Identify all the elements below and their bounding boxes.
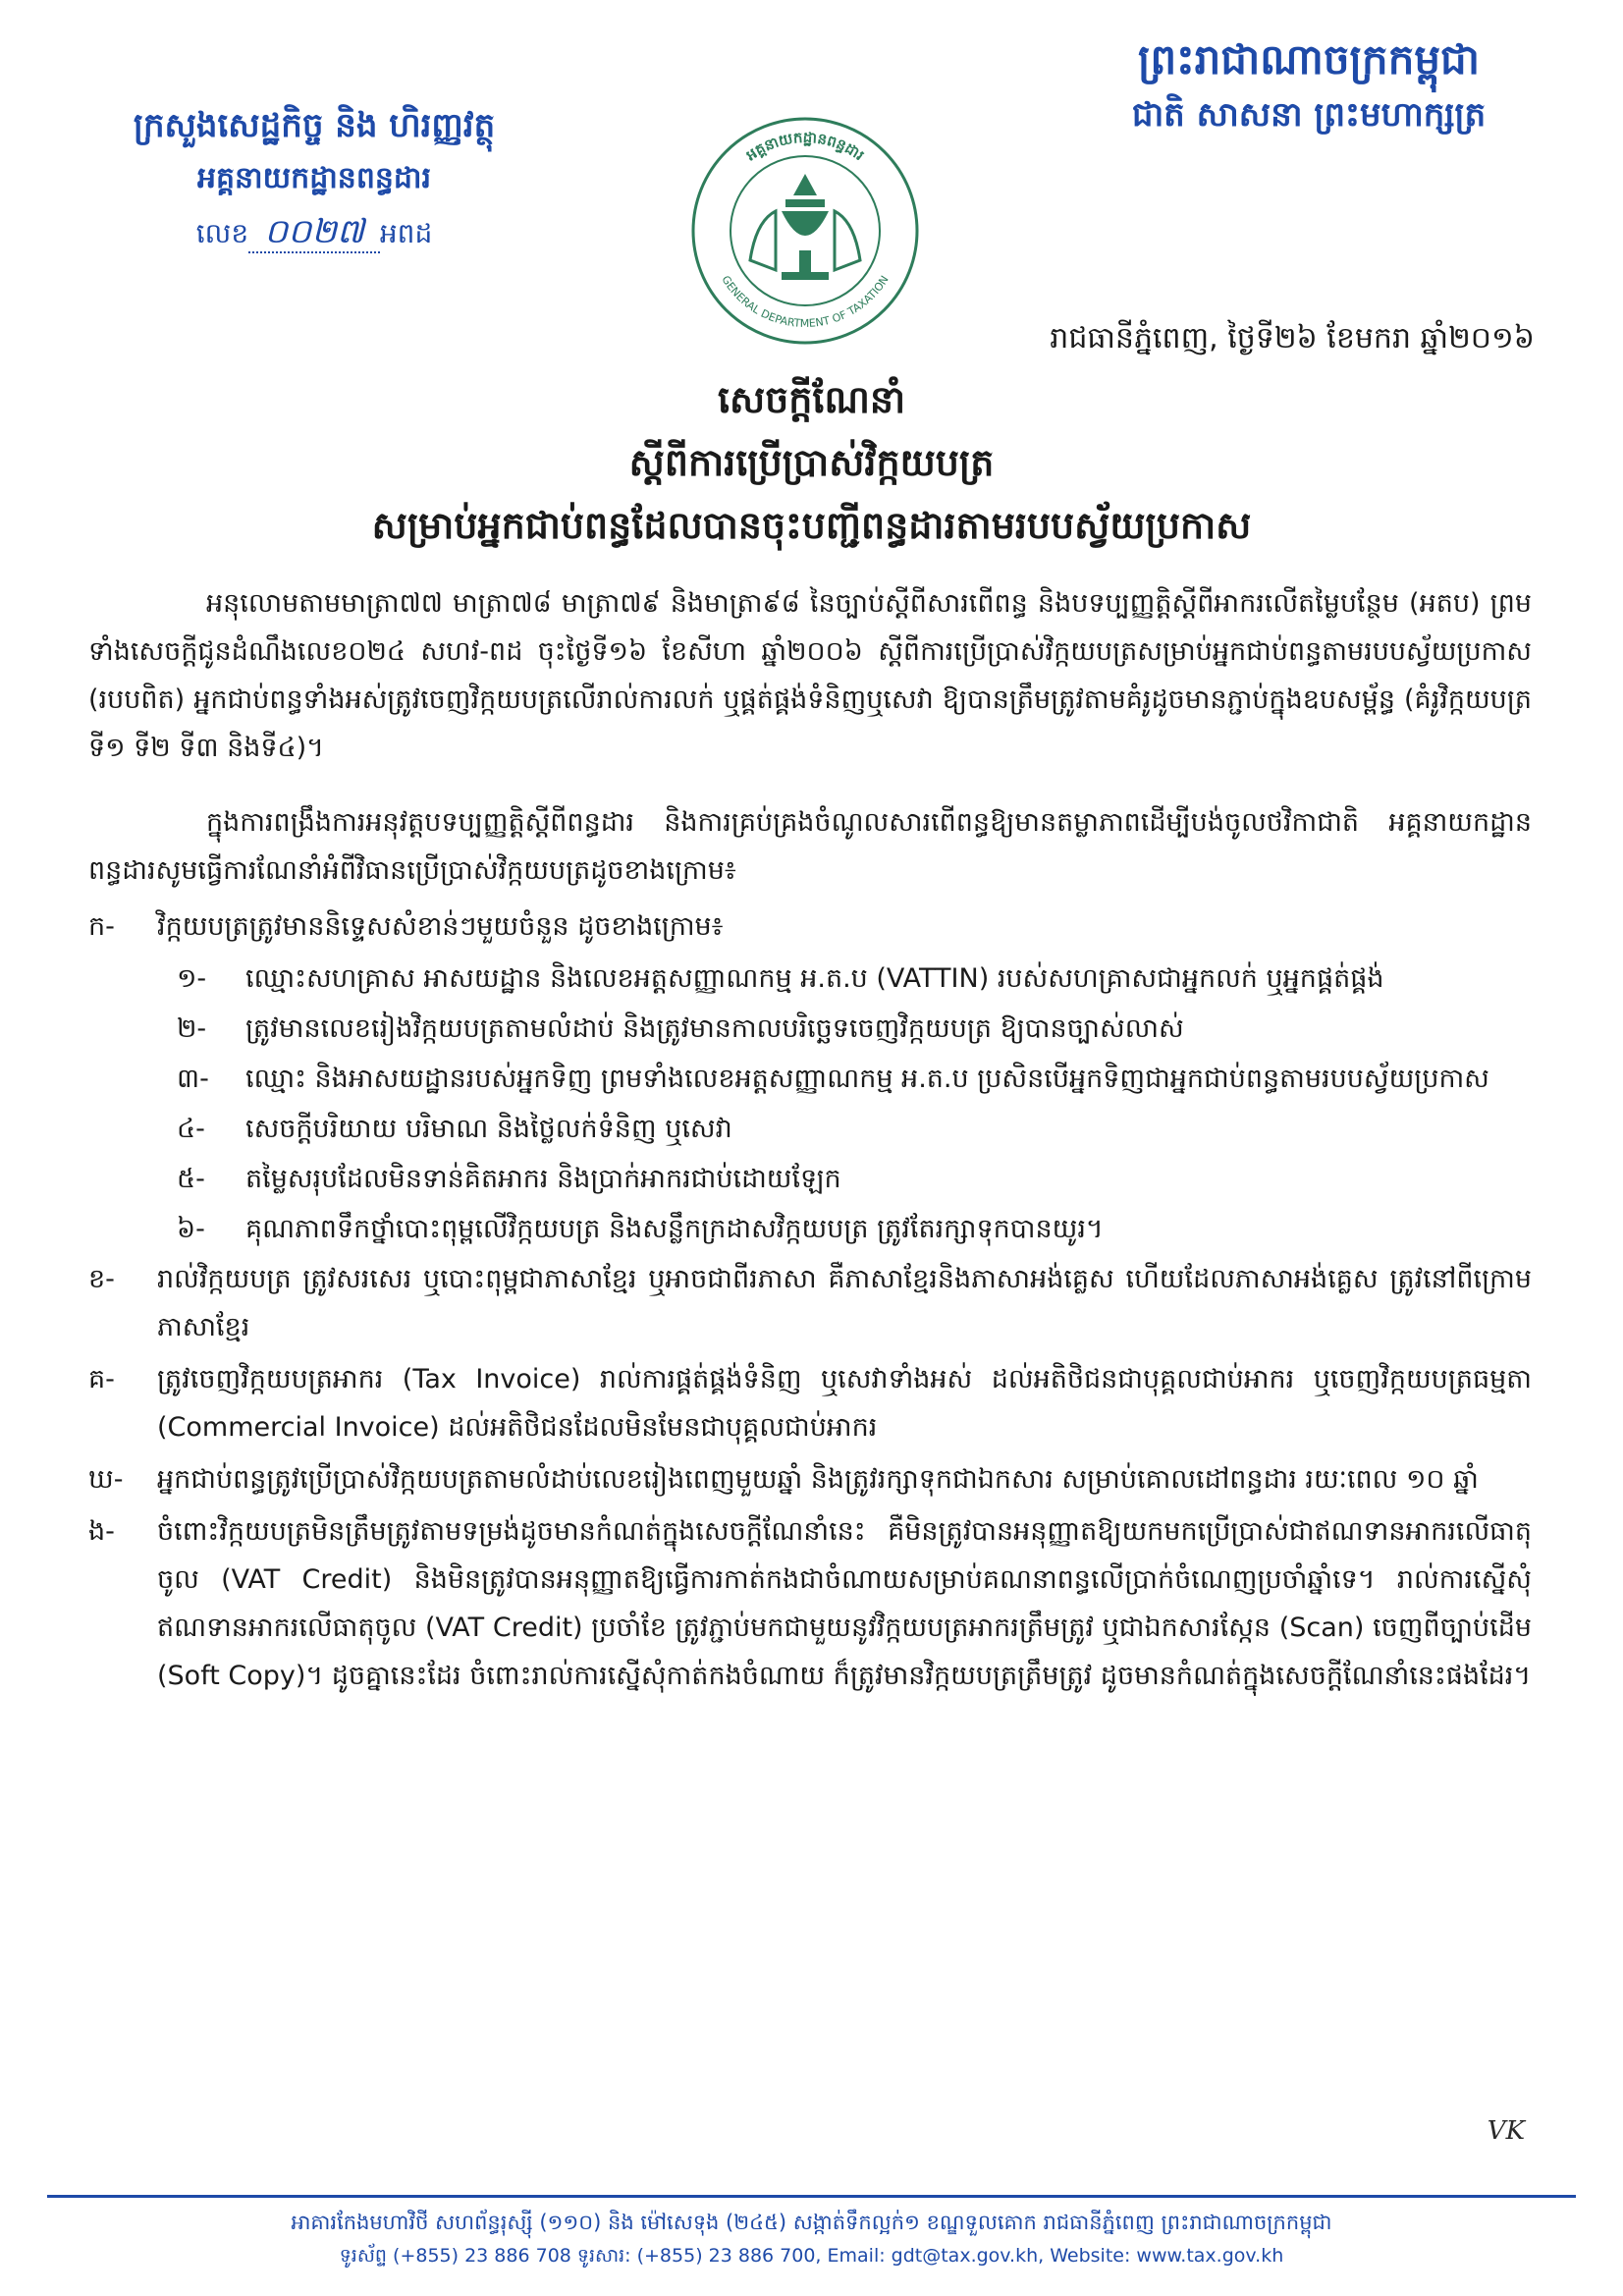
gdt-seal-icon: [687, 113, 923, 349]
footer-divider: [47, 2195, 1576, 2198]
footer-contact: ទូរស័ព្ទ (+855) 23 886 708 ទូរសារ: (+855) 23 886 700, Email: gdt@tax.gov.kh, Website: www.tax.gov.kh: [339, 2245, 1284, 2267]
department-name: អគ្គនាយកដ្ឋានពន្ធដារ: [196, 161, 432, 195]
title-main: សេចក្តីណែនាំ: [717, 378, 906, 421]
section-text: វិក្កយបត្រត្រូវមាននិទ្ទេសសំខាន់ៗមួយចំនួន ដូចខាងក្រោម៖: [157, 911, 724, 942]
title-target: សម្រាប់អ្នកជាប់ពន្ធដែលបានចុះបញ្ជីពន្ធដារតាមរបបស្វ័យប្រកាស: [371, 504, 1252, 547]
ref-number: ០០២៧: [248, 212, 380, 253]
section-marker: គ-: [88, 1364, 115, 1394]
list-item: [177, 1055, 1532, 1103]
section-ka: [88, 902, 1532, 951]
item-marker: ៣-: [177, 1064, 209, 1094]
document-titles: [79, 368, 1544, 557]
national-motto: ជាតិ សាសនា ព្រះមហាក្សត្រ: [1131, 95, 1487, 135]
item-text: ឈ្មោះ និងអាសយដ្ឋានរបស់អ្នកទិញ ព្រមទាំងលេខអត្តសញ្ញាណកម្ម អ.ត.ប ប្រសិនបើអ្នកទិញជាអ្នកជាប់ពន្ធតាមរបបស្វ័យប្រកាស: [245, 1064, 1489, 1094]
item-marker: ៦-: [177, 1214, 205, 1244]
kingdom-header: [1054, 29, 1564, 139]
ref-prefix: លេខ: [195, 217, 249, 249]
footer-address: អាគារកែងមហាវិថី សហព័ន្ធរុស្ស៊ី (១១០) និង ម៉ៅសេទុង (២៤៥) សង្កាត់ទឹកល្អក់១ ខណ្ឌទួលគោក រាជធានីភ្នំពេញ ព្រះរាជាណាចក្រកម្ពុជា: [291, 2211, 1332, 2234]
svg-text:អគ្គនាយកដ្ឋានពន្ធដារ: [743, 129, 868, 165]
item-marker: ៥-: [177, 1164, 205, 1194]
list-item: [177, 955, 1532, 1003]
seal-bottom-text: GENERAL DEPARTMENT OF TAXATION: [719, 273, 892, 330]
item-text: សេចក្តីបរិយាយ បរិមាណ និងថ្លៃលក់ទំនិញ ឬសេវា: [245, 1114, 732, 1144]
ref-suffix: អពដ: [379, 217, 433, 249]
list-item: [177, 1105, 1532, 1153]
kingdom-title: ព្រះរាជាណាចក្រកម្ពុជា: [1137, 35, 1481, 83]
section-kho: [88, 1455, 1532, 1503]
section-kha: [88, 1255, 1532, 1351]
intro-paragraph: អនុលោមតាមមាត្រា៧៧ មាត្រា៧៨ មាត្រា៧៩ និងមាត្រា៩៨ នៃច្បាប់ស្តីពីសារពើពន្ធ និងបទប្បញ្ញត្តិស្តីពីអាករលើតម្លៃបន្ថែម (អតប) ព្រមទាំងសេចក្តីជូនដំណឹងលេខ០២៤ សហវ-ពដ ចុះថ្ងៃទី១៦ ខែសីហា ឆ្នាំ២០០៦ ស្តីពីការប្រើប្រាស់វិក្កយបត្រសម្រាប់អ្នកជាប់ពន្ធតាមរបបស្វ័យប្រកាស (របបពិត) អ្នកជាប់ពន្ធទាំងអស់ត្រូវចេញវិក្កយបត្រលើរាល់ការលក់ ឬផ្គត់ផ្គង់ទំនិញឬសេវា ឱ្យបានត្រឹមត្រូវតាមគំរូដូចមានភ្ជាប់ក្នុងឧបសម្ព័ន្ធ (គំរូវិក្កយបត្រទី១ ទី២ ទី៣ និងទី៤)។: [88, 588, 1532, 763]
item-text: ឈ្មោះសហគ្រាស អាសយដ្ឋាន និងលេខអត្តសញ្ញាណកម្ម អ.ត.ប (VATTIN) របស់សហគ្រាសជាអ្នកលក់ ឬអ្នកផ្គត់ផ្គង់: [245, 963, 1384, 994]
section-text: អ្នកជាប់ពន្ធត្រូវប្រើប្រាស់វិក្កយបត្រតាមលំដាប់លេខរៀងពេញមួយឆ្នាំ និងត្រូវរក្សាទុកជាឯកសារ សម្រាប់គោលដៅពន្ធដារ រយៈពេល ១០ ឆ្នាំ: [157, 1464, 1479, 1495]
list-item: [177, 1155, 1532, 1203]
section-text: ចំពោះវិក្កយបត្រមិនត្រឹមត្រូវតាមទម្រង់ដូចមានកំណត់ក្នុងសេចក្តីណែនាំនេះ គឺមិនត្រូវបានអនុញ្ញាតឱ្យយកមកប្រើប្រាស់ជាឥណទានអាករលើធាតុចូល (VAT Credit) និងមិនត្រូវបានអនុញ្ញាតឱ្យធ្វើការកាត់កងជាចំណាយសម្រាប់គណនាពន្ធលើប្រាក់ចំណេញប្រចាំឆ្នាំទេ។ រាល់ការស្នើសុំឥណទានអាករលើធាតុចូល (VAT Credit) ប្រចាំខែ ត្រូវភ្ជាប់មកជាមួយនូវវិក្កយបត្រអាករត្រឹមត្រូវ ឬជាឯកសារស្កែន (Scan) ចេញពីច្បាប់ដើម (Soft Copy)។ ដូចគ្នានេះដែរ ចំពោះរាល់ការស្នើសុំកាត់កងចំណាយ ក៏ត្រូវមានវិក្កយបត្រត្រឹមត្រូវ ដូចមានកំណត់ក្នុងសេចក្តីណែនាំនេះផងដែរ។: [157, 1516, 1532, 1691]
ministry-name: ក្រសួងសេដ្ឋកិច្ច និង ហិរញ្ញវត្ថុ: [133, 106, 496, 145]
page-footer: [47, 2205, 1576, 2271]
section-ngo: [88, 1507, 1532, 1700]
section-ko: [88, 1355, 1532, 1451]
section-text: រាល់វិក្កយបត្រ ត្រូវសរសេរ ឬបោះពុម្ពជាភាសាខ្មែរ ឬអាចជាពីរភាសា គឺភាសាខ្មែរនិងភាសាអង់គ្លេស ហើយដែលភាសាអង់គ្លេស ត្រូវនៅពីក្រោមភាសាខ្មែរ: [157, 1264, 1532, 1342]
list-item: [177, 1005, 1532, 1053]
ministry-header: [59, 98, 569, 261]
list-item: [177, 1205, 1532, 1253]
svg-text:GENERAL DEPARTMENT OF TAXATION: [719, 273, 891, 330]
section-text: ត្រូវចេញវិក្កយបត្រអាករ (Tax Invoice) រាល់ការផ្គត់ផ្គង់ទំនិញ ឬសេវាទាំងអស់ ដល់អតិថិជនជាបុគ្គលជាប់អាករ ឬចេញវិក្កយបត្រធម្មតា (Commercial Invoice) ដល់អតិថិជនដែលមិនមែនជាបុគ្គលជាប់អាករ: [157, 1364, 1532, 1443]
date-line: រាជធានីភ្នំពេញ, ថ្ងៃទី២៦ ខែមករា ឆ្នាំ២០១៦: [1050, 321, 1535, 355]
purpose-paragraph: ក្នុងការពង្រឹងការអនុវត្តបទប្បញ្ញត្តិស្តីពីពន្ធដារ និងការគ្រប់គ្រងចំណូលសារពើពន្ធឱ្យមានតម្លាភាពដើម្បីបង់ចូលថវិកាជាតិ អគ្គនាយកដ្ឋានពន្ធដារសូមធ្វើការណែនាំអំពីវិធានប្រើប្រាស់វិក្កយបត្រដូចខាងក្រោម៖: [88, 807, 1532, 886]
title-subject: ស្តីពីការប្រើប្រាស់វិក្កយបត្រ: [628, 441, 995, 484]
item-marker: ២-: [177, 1013, 207, 1044]
section-marker: ឃ-: [88, 1464, 124, 1495]
item-text: គុណភាពទឹកថ្នាំបោះពុម្ពលើវិក្កយបត្រ និងសន្លឹកក្រដាសវិក្កយបត្រ ត្រូវតែរក្សាទុកបានយូរ។: [245, 1214, 1104, 1244]
reference-line: [59, 204, 569, 261]
item-marker: ១-: [177, 963, 207, 994]
item-marker: ៤-: [177, 1114, 205, 1144]
section-marker: ង-: [88, 1516, 115, 1547]
item-text: តម្លៃសរុបដែលមិនទាន់គិតអាករ និងប្រាក់អាករជាប់ដោយឡែក: [245, 1164, 841, 1194]
item-text: ត្រូវមានលេខរៀងវិក្កយបត្រតាមលំដាប់ និងត្រូវមានកាលបរិច្ឆេទចេញវិក្កយបត្រ ឱ្យបានច្បាស់លាស់: [245, 1013, 1184, 1044]
section-marker: ក-: [88, 911, 115, 942]
seal-top-text: អគ្គនាយកដ្ឋានពន្ធដារ: [742, 128, 868, 165]
section-marker: ខ-: [88, 1264, 115, 1294]
signer-initials: VK: [1487, 2116, 1525, 2146]
document-body: [88, 579, 1532, 1704]
